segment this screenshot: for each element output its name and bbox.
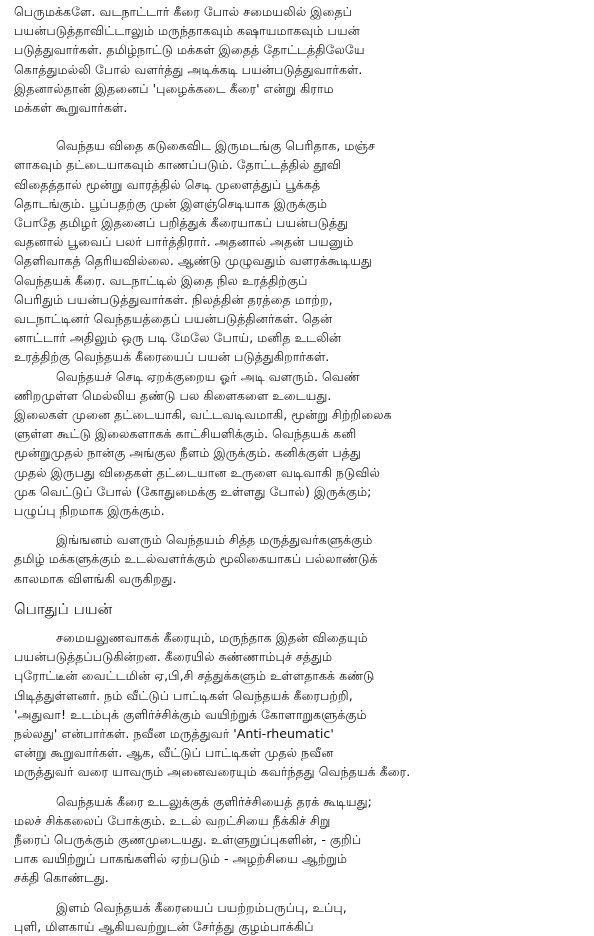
paragraph-2 — [14, 136, 584, 366]
text-line: விதைத்தால் மூன்று வாரத்தில் செடி முளைத்துப் பூக்கத் — [14, 176, 321, 192]
text-line: மலச் சிக்கலைப் போக்கும். உடல் வறட்சியை நீக்கிச் சிறு — [14, 812, 331, 828]
paragraph-1 — [14, 2, 584, 117]
text-line: காலமாக விளங்கி வருகிறது. — [14, 570, 177, 586]
text-line: ளுள்ள கூட்டு இலைகளாகக் காட்சியளிக்கும். வெந்தயக் கனி — [14, 426, 357, 442]
text-line: உரத்திற்கு வெந்தயக் கீரையைப் பயன் படுத்துகிறார்கள். — [14, 349, 330, 365]
text-line: பயன்படுத்தாவிட்டாலும் மருந்தாகவும் கஷாயமாகவும் பயன் — [14, 23, 360, 39]
text-line: தமிழ் மக்களுக்கும் உடல்வளர்க்கும் மூலிகையாகப் பல்லாண்டுக் — [14, 551, 378, 567]
paragraph-6 — [14, 792, 584, 888]
text-line: தொடங்கும். பூப்பதற்கு முன் இளஞ்செடியாக இருக்கும் — [14, 195, 327, 211]
text-line: தெளிவாகத் தெரியவில்லை. ஆண்டு முழுவதும் வளரக்கூடியது — [14, 253, 372, 269]
text-line: பயன்படுத்தப்படுகின்றன. கீரையில் சுண்ணாம்புச் சத்தும் — [14, 649, 333, 665]
text-line: இளம் வெந்தயக் கீரையைப் பயற்றம்பருப்பு, உப்பு, — [56, 899, 347, 915]
paragraph-4 — [14, 530, 584, 588]
text-line: மூன்றுமுதல் நான்கு அங்குல நீளம் இருக்கும். கனிக்குள் பத்து — [14, 445, 361, 461]
text-line: பெரிதும் பயன்படுத்துவார்கள். நிலத்தின் தரத்தை மாற்ற, — [14, 291, 333, 307]
text-line: மருத்துவர் வரை யாவரும் அனைவரையும் கவர்ந்தது வெந்தயக் கீரை. — [14, 764, 411, 780]
text-line: பெருமக்களே. வடநாட்டார் கீரை போல் சமையலில் இதைப் — [14, 4, 353, 19]
text-line: பிடித்துள்ளனர். நம் வீட்டுப் பாட்டிகள் வெந்தயக் கீரைபற்றி, — [14, 687, 353, 703]
text-line: சமையலுணவாகக் கீரையும், மருந்தாக இதன் விதையும் — [56, 629, 368, 645]
text-line: வெந்தயக் கீரை. வடநாட்டில் இதை நில உரத்திற்குப் — [14, 272, 308, 288]
paragraph-5 — [14, 628, 584, 782]
text-line: வடநாட்டினர் வெந்தயத்தைப் பயன்படுத்தினர்கள். தென் — [14, 311, 333, 327]
text-line: போதே தமிழர் இதனைப் பறித்துக் கீரையாகப் பயன்படுத்து — [14, 215, 349, 231]
paragraph-3 — [14, 367, 584, 521]
text-line: என்று கூறுவார்கள். ஆக, வீட்டுப் பாட்டிகள் முதல் நவீன — [14, 745, 334, 761]
text-line: முதல் இருபது விதைகள் தட்டையான உருளை வடிவாகி நடுவில் — [14, 464, 381, 480]
text-line: வதனால் பூவைப் பலர் பார்த்திரார். அதனால் அதன் பயனும் — [14, 234, 354, 250]
text-line: ணிறமுள்ள மெல்லிய தண்டு பல கிளைகளை உடையது. — [14, 387, 332, 403]
section-heading: பொதுப் பயன் — [14, 599, 113, 618]
text-line: மக்கள் கூறுவார்கள். — [14, 100, 128, 116]
text-line: பழுப்பு நிறமாக இருக்கும். — [14, 503, 165, 519]
text-line: புளி, மிளகாய் ஆகியவற்றுடன் சேர்த்து குழம்பாக்கிப் — [14, 918, 314, 934]
text-line: ளாகவும் தட்டையாகவும் காணப்படும். தோட்டத்தில் தூவி — [14, 157, 342, 173]
text-line: முக வெட்டுப் போல் (கோதுமைக்கு உள்ளது போல்) இருக்கும்; — [14, 483, 372, 499]
text-line: னாட்டார் அதிலும் ஒரு படி மேலே போய், மனித உடலின் — [14, 330, 342, 346]
text-line: நல்லது' என்பார்கள். நவீன மருத்துவர் 'Anti-rheumatic' — [14, 725, 334, 741]
text-line: வெந்தய விதை கடுகைவிட இருமடங்கு பெரிதாக, மஞ்ச — [56, 138, 375, 154]
text-line: படுத்துவார்கள். தமிழ்நாட்டு மக்கள் இதைத் தோட்டத்திலேயே — [14, 42, 365, 58]
text-line: கொத்துமல்லி போல் வளர்த்து அடிக்கடி பயன்படுத்துவார்கள். — [14, 61, 363, 77]
text-line: வெந்தயக் கீரை உடலுக்குக் குளிர்ச்சியைத் தரக் கூடியது; — [56, 793, 372, 809]
text-line: 'அதுவா! உடம்புக் குளிர்ச்சிக்கும் வயிற்றுக் கோளாறுகளுக்கும் — [14, 706, 367, 722]
text-line: புரோட்டீன் வைட்டமின் ஏ,பி,சி சத்துக்களும் உள்ளதாகக் கண்டு — [14, 668, 375, 684]
paragraph-7 — [14, 898, 584, 936]
text-line: இதனால்தான் இதனைப் 'புழைக்கடை கீரை' என்று கிராம — [14, 80, 334, 96]
text-line: இங்ஙனம் வளரும் வெந்தயம் சித்த மருத்துவர்களுக்கும் — [56, 532, 373, 548]
text-line: வெந்தயச் செடி ஏறக்குறைய ஓர் அடி வளரும். வெண் — [56, 368, 360, 384]
text-line: சக்தி கொண்டது. — [14, 870, 109, 886]
text-line: இலைகள் முனை தட்டையாகி, வட்டவடிவமாகி, மூன்று சிற்றிலைக — [14, 407, 392, 423]
text-line: பாக வயிற்றுப் பாகங்களில் ஏற்படும் - அழற்சியை ஆற்றும் — [14, 851, 348, 867]
text-line: நீரைப் பெருக்கும் குணமுடையது. உள்ளுறுப்புகளின், - குறிப் — [14, 831, 362, 847]
